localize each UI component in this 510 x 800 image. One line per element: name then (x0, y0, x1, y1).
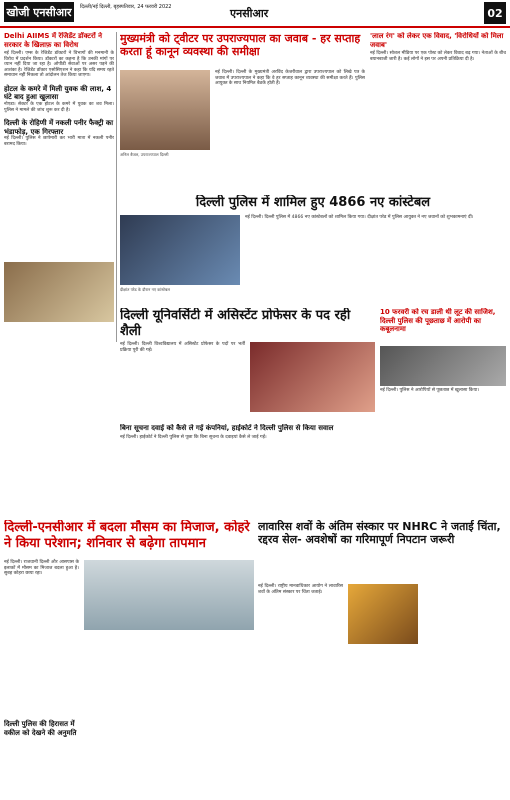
police-body: नई दिल्ली। दिल्ली पुलिस में 4866 नए कांस्टेबलों को शामिल किया गया। दीक्षांत परेड में पुलिस आयुक्त ने नए जवानों को शुभकामनाएं दीं। (245, 215, 474, 220)
lg-photo (120, 70, 210, 150)
edition-date: दिल्ली/नई दिल्ली, बृहस्पतिवार, 24 फरवरी 2022 (80, 4, 172, 10)
police-headline: दिल्ली पुलिस में शामिल हुए 4866 नए कांस्टेबल (195, 195, 431, 210)
du-story (120, 308, 375, 420)
nhrc-photo (348, 584, 418, 644)
lead-photo-caption: अनिल बैजल, उपराज्यपाल दिल्ली (120, 152, 169, 157)
police-story (120, 195, 506, 305)
hostel-body: नोएडा। सेक्टर के एक होटल के कमरे में युवक का शव मिला। पुलिस ने मामले की जांच शुरू कर दी है। (4, 101, 114, 113)
bottom-headline: दिल्ली पुलिस की हिरासत में वकील को देखने की अनुमति (4, 720, 77, 737)
weather-body: नई दिल्ली। राजधानी दिल्ली और आसपास के इलाकों में मौसम का मिजाज बदला हुआ है। सुबह कोहरा छाया रहा। (4, 560, 79, 577)
du-photo (250, 342, 375, 412)
column-divider (116, 32, 117, 342)
lead-body: नई दिल्ली। दिल्ली के मुख्यमंत्री अरविंद केजरीवाल द्वारा उपराज्यपाल को लिखे पत्र के जवाब में उपराज्यपाल ने कहा कि वे हर सप्ताह कानून व्यवस्था की समीक्षा करते हैं। पुलिस आयुक्त के साथ नियमित बैठकें होती हैं। (215, 70, 365, 87)
bina-story (120, 424, 506, 516)
hostel-headline: होटल के कमरे में मिली युवक की लाश, 4 घंटे बाद हुआ खुलासा (4, 84, 112, 102)
police-photo (120, 215, 240, 285)
right-body: नई दिल्ली। सोशल मीडिया पर एक पोस्ट को लेकर विवाद बढ़ गया। नेताओं के बीच बयानबाजी जारी है। कई लोगों ने इस पर अपनी प्रतिक्रिया दी है। (370, 51, 506, 62)
fake-paneer-headline: दिल्ली के रोहिणी में नकली पनीर फैक्ट्री का भंडाफोड़, एक गिरफ्तार (4, 119, 114, 136)
police-photo-caption: दीक्षांत परेड के दौरान नए कांस्टेबल (120, 287, 170, 292)
loot-photo (380, 346, 506, 386)
loot-body: नई दिल्ली। पुलिस ने आरोपियों से पूछताछ में खुलासा किया। (380, 388, 480, 393)
right-column (370, 32, 506, 192)
du-headline: दिल्ली यूनिवर्सिटी में असिस्टेंट प्रोफेसर के पद रही शैली (120, 308, 351, 339)
bina-headline: बिना सूचना दवाई को कैसे ले गई कंपनियां, हाईकोर्ट ने दिल्ली पुलिस से किया सवाल (120, 424, 334, 432)
aiims-headline: Delhi AIIMS में रेजिडेंट डॉक्टरों ने सरकार के खिलाफ़ का विरोध (4, 32, 102, 49)
nhrc-story (258, 520, 506, 796)
nhrc-body: नई दिल्ली। राष्ट्रीय मानवाधिकार आयोग ने लावारिस शवों के अंतिम संस्कार पर चिंता जताई। (258, 584, 343, 595)
brand-logo: खोजी एनसीआर (4, 2, 74, 22)
paneer-photo (4, 262, 114, 322)
lead-headline: मुख्यमंत्री को ट्वीटर पर उपराज्यपाल का जवाब - हर सप्ताह करता हूं कानून व्यवस्था की समीक्षा (120, 32, 361, 58)
right-headline: 'लाल रंग' को लेकर एक विवाद, 'विरोधियों को मिला जवाब' (370, 32, 504, 49)
left-column (4, 32, 114, 350)
nhrc-headline: लावारिस शवों के अंतिम संस्कार पर NHRC ने जताई चिंता, रद्दरव सेल- अवशेषों का गरिमापूर्ण निपटान जरूरी (258, 520, 501, 546)
masthead (0, 0, 510, 28)
loot-headline: 10 फरवरी को रच डाली थी लूट की साजिश, दिल्ली पुलिस की पूछताछ में आरोपी का कबूलनामा (380, 308, 496, 333)
fake-paneer-body: नई दिल्ली। पुलिस ने छापेमारी कर भारी मात्रा में नकली पनीर बरामद किया। (4, 136, 114, 147)
weather-story (4, 520, 254, 796)
bina-body: नई दिल्ली। हाईकोर्ट ने दिल्ली पुलिस से पूछा कि बिना सूचना के दवाइयां कैसे ले जाई गईं। (120, 434, 267, 440)
section-title: एनसीआर (230, 7, 269, 20)
weather-photo (84, 560, 254, 630)
page-number: 02 (484, 2, 506, 24)
weather-headline: दिल्ली-एनसीआर में बदला मौसम का मिजाज, कोहरे ने किया परेशान; शनिवार से बढ़ेगा तापमान (4, 520, 250, 551)
aiims-body: नई दिल्ली। एम्स के रेजिडेंट डॉक्टरों ने विभागों की मनमानी के विरोध में प्रदर्शन किया। डॉक्टरों का कहना है कि उनकी मांगों पर ध्यान नहीं दिया जा रहा है। ओपीडी सेवाओं पर असर पड़ने की आशंका है। रेजिडेंट डॉक्टर एसोसिएशन ने कहा कि यदि समय रहते समाधान नहीं निकला तो आंदोलन तेज किया जाएगा। (4, 51, 114, 79)
lead-story (120, 32, 365, 192)
loot-story (380, 308, 506, 420)
du-body: नई दिल्ली। दिल्ली विश्वविद्यालय में असिस्टेंट प्रोफेसर के पदों पर भर्ती प्रक्रिया पूरी की गई। (120, 342, 245, 353)
